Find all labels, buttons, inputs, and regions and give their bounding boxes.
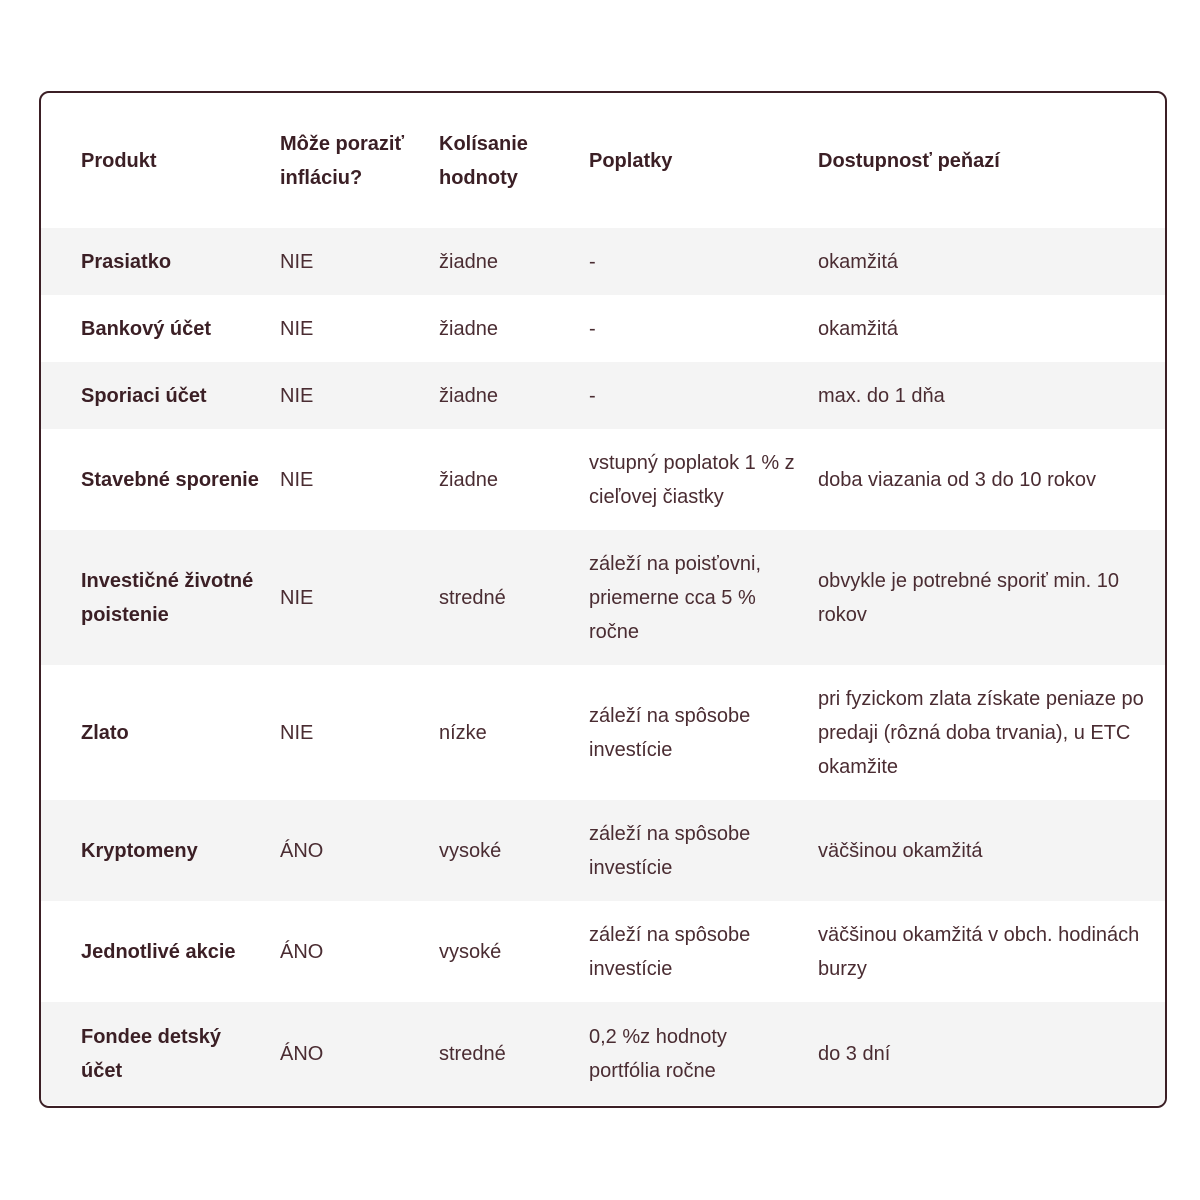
cell-product: Stavebné sporenie <box>81 468 259 491</box>
cell-fees: záleží na poisťovni, priemerne cca 5 % ročne <box>589 552 762 643</box>
table-row <box>41 530 1165 665</box>
cell-beat-inflation: ÁNO <box>280 839 324 862</box>
cell-availability: do 3 dní <box>818 1042 891 1065</box>
cell-beat-inflation: NIE <box>280 384 314 407</box>
cell-beat-inflation: NIE <box>280 250 314 273</box>
table-row <box>41 1002 1165 1105</box>
cell-beat-inflation: NIE <box>280 586 314 609</box>
cell-availability: väčšinou okamžitá <box>818 839 983 862</box>
cell-product: Sporiaci účet <box>81 384 207 407</box>
cell-product: Zlato <box>81 721 129 744</box>
header-fees: Poplatky <box>589 149 673 172</box>
cell-availability: pri fyzickom zlata získate peniaze po predaji (rôzná doba trvania), u ETC okamžite <box>818 687 1144 778</box>
table-row <box>41 665 1165 800</box>
table-row <box>41 295 1165 362</box>
cell-product: Kryptomeny <box>81 839 198 862</box>
cell-availability: okamžitá <box>818 250 899 273</box>
cell-volatility: žiadne <box>439 468 498 491</box>
cell-volatility: vysoké <box>439 940 502 963</box>
table-row <box>41 228 1165 295</box>
cell-product: Investičné životné poistenie <box>81 569 254 626</box>
cell-beat-inflation: ÁNO <box>280 940 324 963</box>
cell-fees: 0,2 %z hodnoty portfólia ročne <box>589 1025 727 1082</box>
cell-product: Fondee detský účet <box>81 1025 222 1082</box>
header-availability: Dostupnosť peňazí <box>818 149 1000 172</box>
header-product: Produkt <box>81 149 157 172</box>
cell-volatility: vysoké <box>439 839 502 862</box>
cell-volatility: žiadne <box>439 317 498 340</box>
cell-volatility: žiadne <box>439 384 498 407</box>
cell-fees: záleží na spôsobe investície <box>589 704 751 761</box>
cell-volatility: nízke <box>439 721 487 744</box>
cell-product: Bankový účet <box>81 317 212 340</box>
header-volatility: Kolísanie hodnoty <box>439 132 528 189</box>
cell-fees: záleží na spôsobe investície <box>589 923 751 980</box>
cell-availability: max. do 1 dňa <box>818 384 945 407</box>
header-beat-inflation: Môže poraziť infláciu? <box>280 132 405 189</box>
cell-availability: väčšinou okamžitá v obch. hodinách burzy <box>818 923 1140 980</box>
cell-fees: záleží na spôsobe investície <box>589 822 751 879</box>
table-row <box>41 901 1165 1002</box>
cell-availability: obvykle je potrebné sporiť min. 10 rokov <box>818 569 1119 626</box>
cell-beat-inflation: ÁNO <box>280 1042 324 1065</box>
comparison-table <box>41 93 1165 1105</box>
table-row <box>41 429 1165 530</box>
cell-fees: vstupný poplatok 1 % z cieľovej čiastky <box>589 451 795 508</box>
cell-product: Prasiatko <box>81 250 172 273</box>
table-row <box>41 362 1165 429</box>
cell-fees: - <box>589 384 596 407</box>
cell-availability: doba viazania od 3 do 10 rokov <box>818 468 1096 491</box>
table-row <box>41 800 1165 901</box>
cell-beat-inflation: NIE <box>280 721 314 744</box>
cell-fees: - <box>589 317 596 340</box>
cell-beat-inflation: NIE <box>280 468 314 491</box>
cell-fees: - <box>589 250 596 273</box>
cell-volatility: stredné <box>439 586 506 609</box>
cell-volatility: stredné <box>439 1042 506 1065</box>
cell-product: Jednotlivé akcie <box>81 940 236 963</box>
comparison-table-card <box>39 91 1167 1108</box>
cell-availability: okamžitá <box>818 317 899 340</box>
cell-volatility: žiadne <box>439 250 498 273</box>
cell-beat-inflation: NIE <box>280 317 314 340</box>
table-header-row <box>41 93 1165 228</box>
